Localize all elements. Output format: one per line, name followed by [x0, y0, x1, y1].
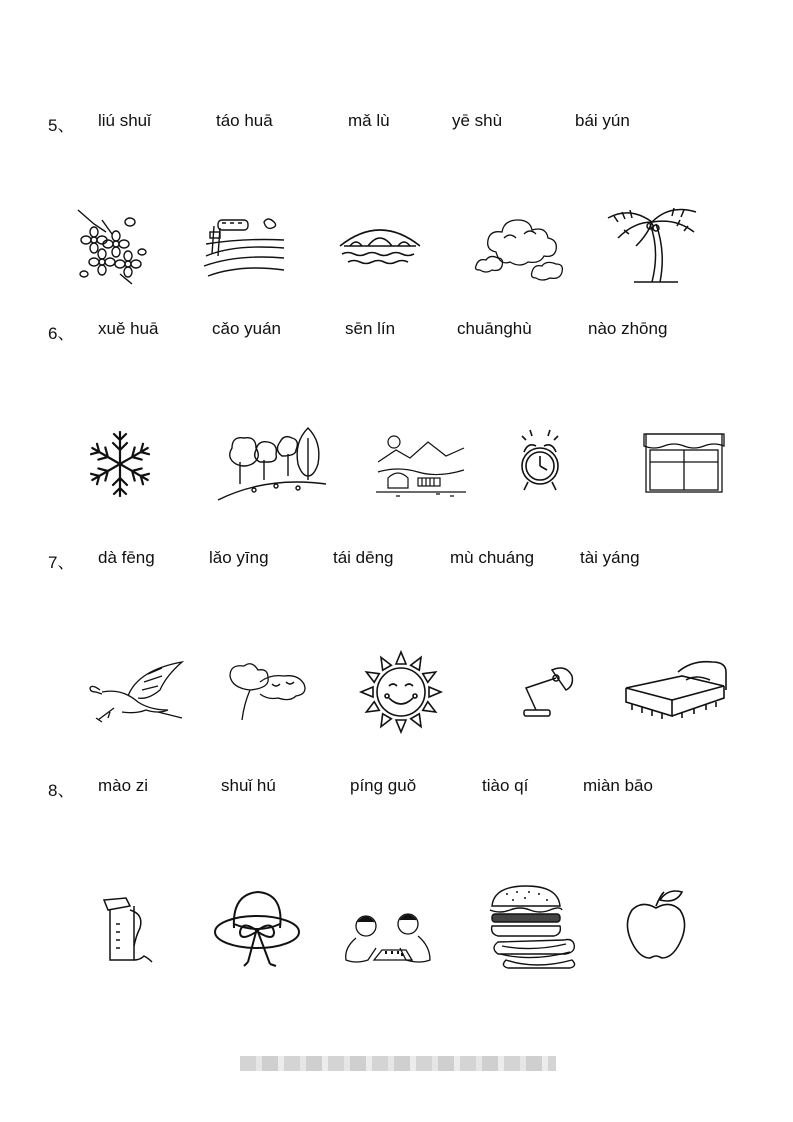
river-bridge-picture [338, 220, 422, 268]
word-lao-ying: lǎo yīng [209, 548, 269, 567]
desk-lamp-picture [516, 664, 576, 718]
kettle-picture [100, 896, 160, 968]
word-nao-zhong: nào zhōng [588, 319, 668, 338]
coconut-palm-picture [604, 204, 700, 286]
row-5-number: 5、 [48, 116, 75, 135]
word-chuanghu: chuānghù [457, 319, 532, 338]
word-sen-lin: sēn lín [345, 319, 396, 338]
road-picture [204, 214, 286, 276]
word-tai-yang: tài yáng [580, 548, 640, 567]
eagle-picture [88, 660, 186, 726]
sun-picture [358, 650, 444, 734]
word-tao-hua: táo huā [216, 111, 273, 130]
row-8-number: 8、 [48, 781, 75, 800]
blurred-footer-watermark [240, 1056, 556, 1071]
clouds-picture [474, 208, 574, 284]
word-mu-chuang: mù chuáng [450, 548, 535, 567]
word-liu-shui: liú shuǐ [98, 111, 151, 130]
word-tai-deng: tái dēng [333, 548, 394, 567]
forest-picture [216, 424, 326, 504]
bed-picture [622, 658, 730, 720]
word-ping-guo: píng guǒ [350, 776, 417, 795]
apple-picture [624, 888, 688, 962]
word-da-feng: dà fēng [98, 548, 155, 567]
burger-hotdog-picture [486, 884, 586, 970]
window-picture [642, 432, 726, 494]
word-ye-shu: yē shù [452, 111, 503, 130]
word-mao-zi: mào zi [98, 776, 149, 795]
word-tiao-qi: tiào qí [482, 776, 529, 795]
word-shui-hu: shuǐ hú [221, 776, 276, 795]
grassland-yurt-picture [376, 432, 466, 498]
peach-blossom-picture [72, 204, 152, 286]
word-mian-bao: miàn bāo [583, 776, 653, 795]
row-7-number: 7、 [48, 553, 75, 572]
snowflake-picture [84, 428, 156, 500]
hat-picture [212, 888, 302, 968]
word-xue-hua: xuě huā [98, 319, 159, 338]
wind-blown-tree-picture [222, 660, 308, 722]
row-6-number: 6、 [48, 324, 75, 343]
alarm-clock-picture [518, 428, 562, 494]
children-playing-chess-picture [340, 912, 440, 970]
word-ma-lu: mǎ lù [348, 111, 390, 130]
word-bai-yun: bái yún [575, 111, 630, 130]
word-cao-yuan: cǎo yuán [212, 319, 281, 338]
